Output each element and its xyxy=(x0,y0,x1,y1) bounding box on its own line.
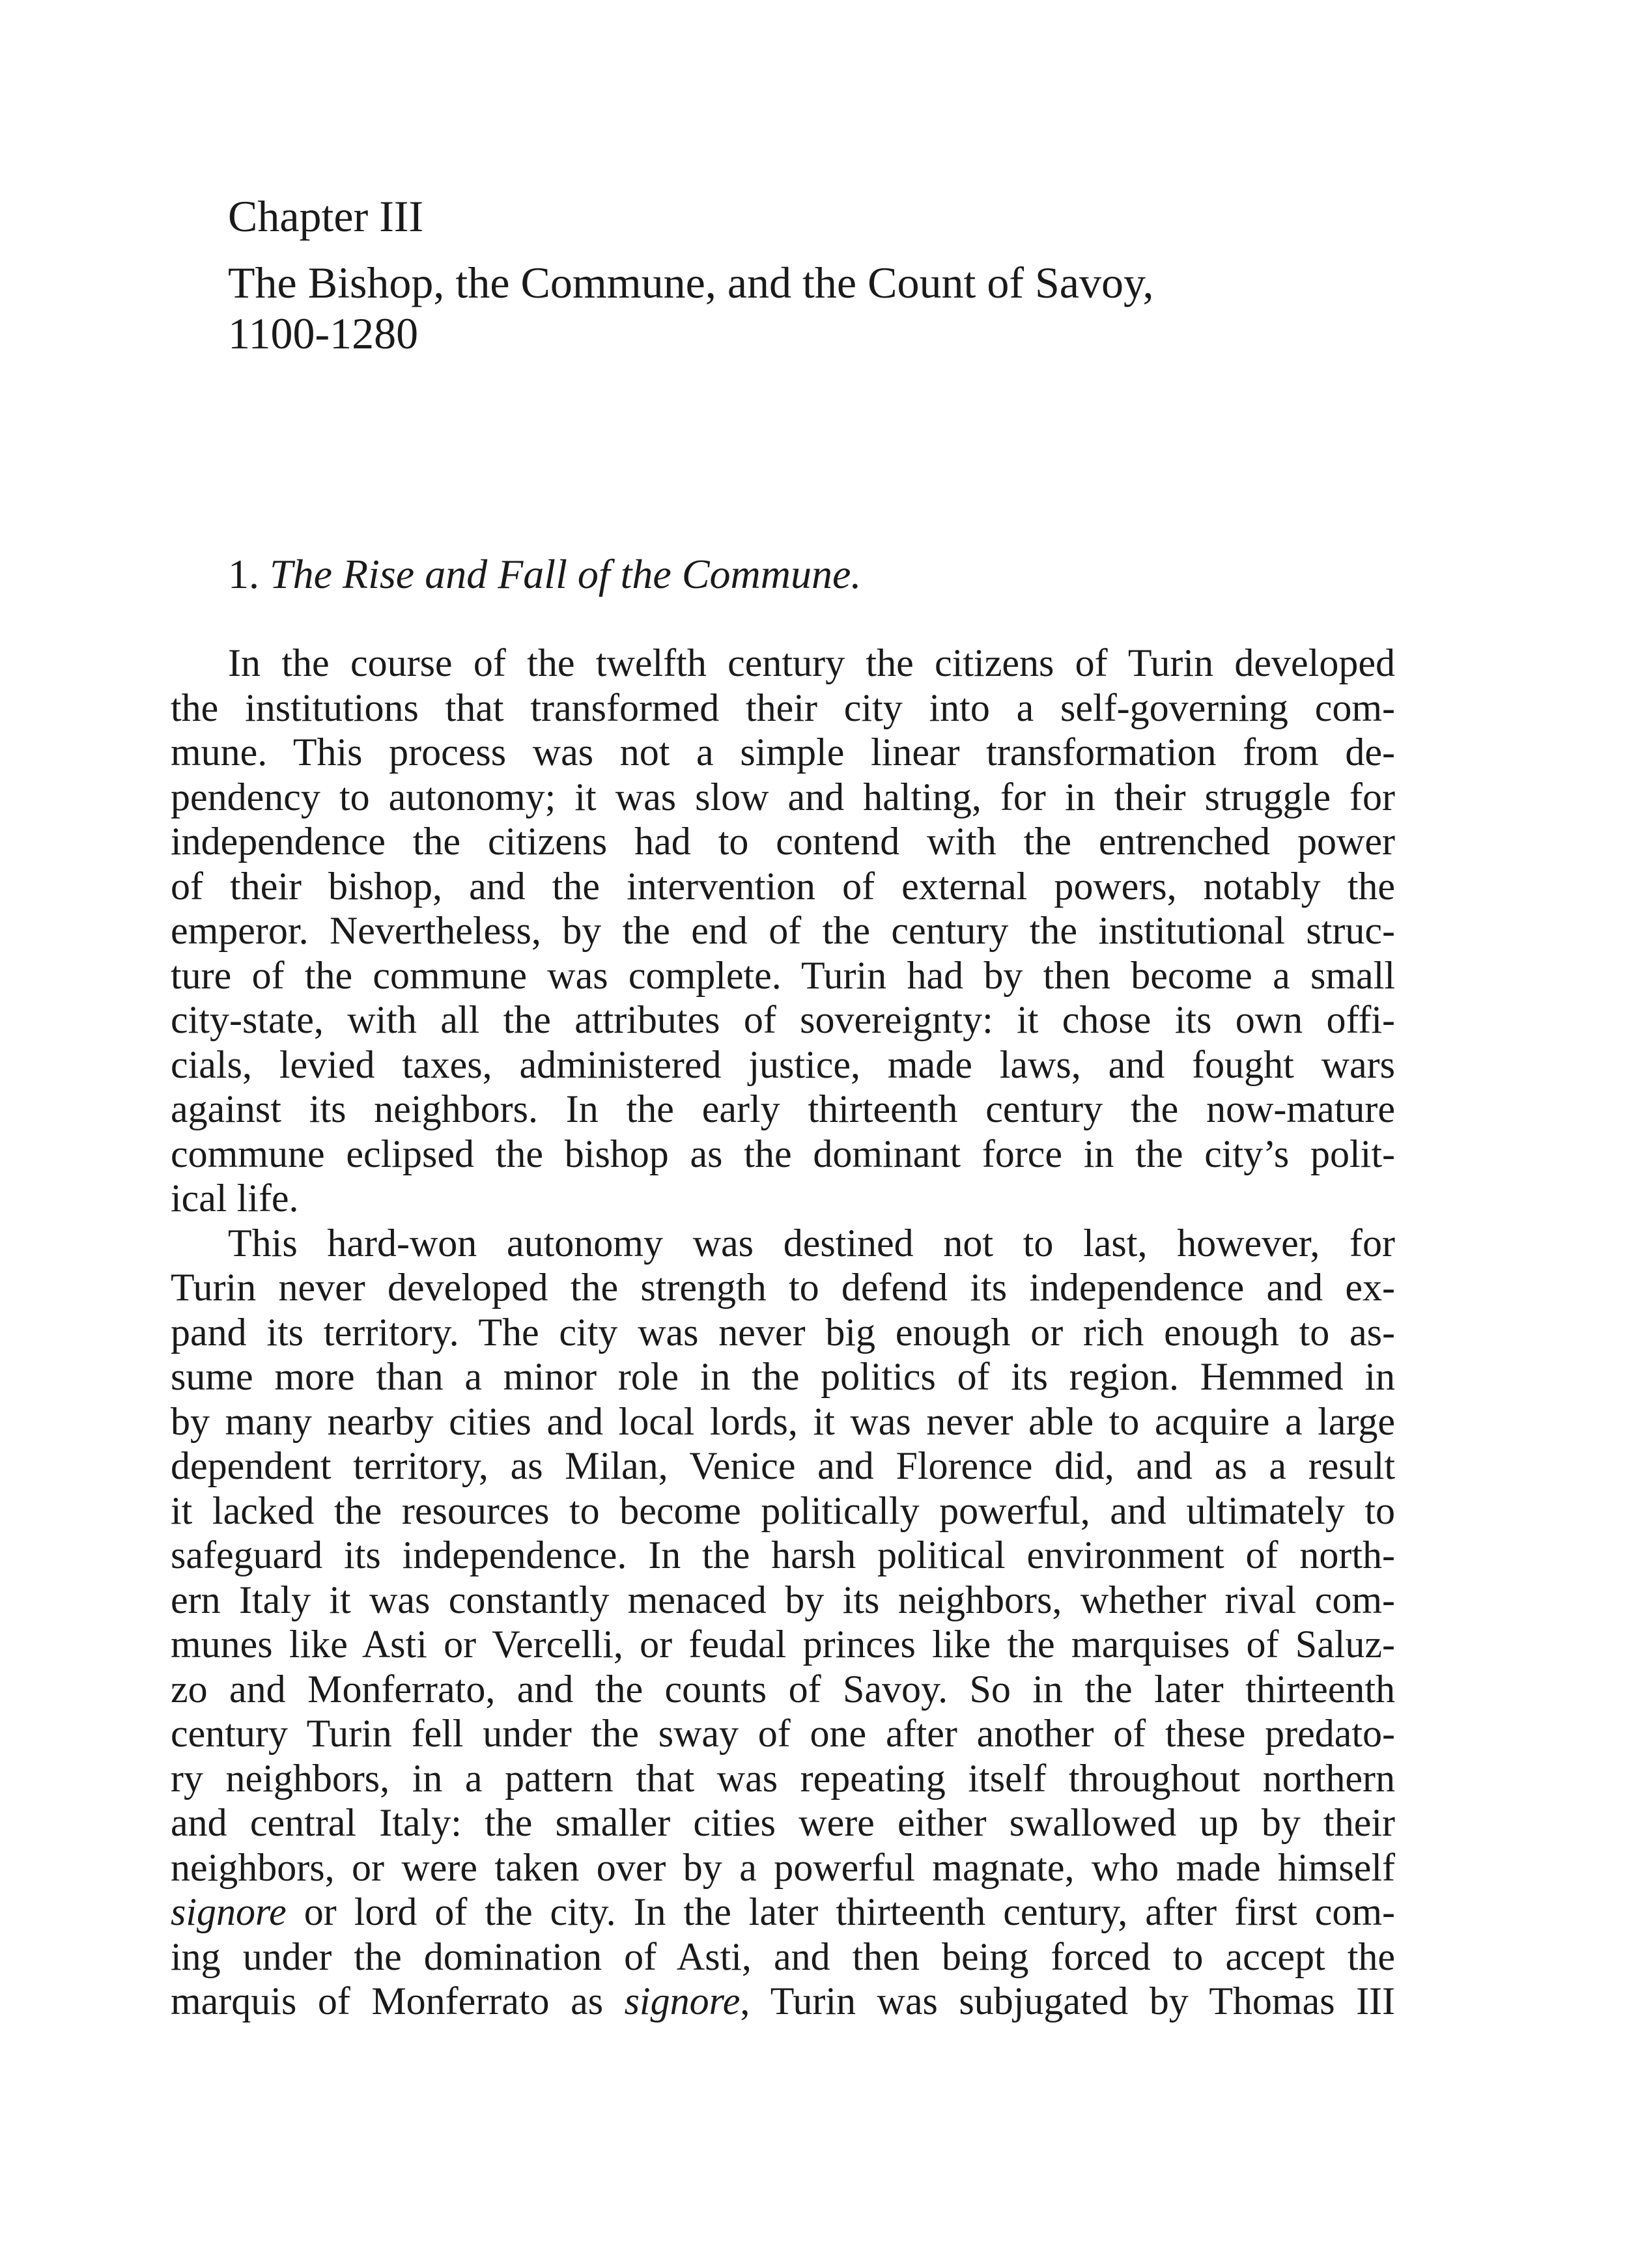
text-line: Turin never developed the strength to defend its independence and ex- xyxy=(171,1266,1395,1309)
text-line: century Turin fell under the sway of one after another of these predato- xyxy=(171,1712,1395,1755)
section-number: 1. xyxy=(228,551,259,597)
text-run: , Turin was subjugated by Thomas III xyxy=(740,1980,1395,2023)
text-line: pand its territory. The city was never big enough or rich enough to as- xyxy=(171,1310,1395,1354)
text-line: by many nearby cities and local lords, it was never able to acquire a large xyxy=(171,1399,1395,1443)
body-text xyxy=(171,641,1395,2024)
text-line: emperor. Nevertheless, by the end of the century the institutional struc- xyxy=(171,909,1395,952)
text-line xyxy=(171,1979,1395,2024)
text-line: This hard-won autonomy was destined not to last, however, for xyxy=(228,1221,1395,1265)
chapter-title xyxy=(228,257,1335,359)
chapter-title-line: The Bishop, the Commune, and the Count of Savoy, xyxy=(228,258,1154,307)
text-line: city-state, with all the attributes of sovereignty: it chose its own offi- xyxy=(171,998,1395,1041)
text-line: sume more than a minor role in the politics of its region. Hemmed in xyxy=(171,1355,1395,1398)
text-line: ture of the commune was complete. Turin had by then become a small xyxy=(171,953,1395,997)
text-line: mune. This process was not a simple linear transformation from de- xyxy=(171,731,1395,774)
text-line: zo and Monferrato, and the counts of Savoy. So in the later thirteenth xyxy=(171,1667,1395,1711)
section-title: The Rise and Fall of the Commune. xyxy=(270,551,862,597)
italic-term: signore xyxy=(624,1980,741,2023)
text-run: or lord of the city. In the later thirteenth century, after first com- xyxy=(286,1890,1395,1933)
text-line: ern Italy it was constantly menaced by its neighbors, whether rival com- xyxy=(171,1578,1395,1621)
text-line: ing under the domination of Asti, and then being forced to accept the xyxy=(171,1935,1395,1978)
text-line: pendency to autonomy; it was slow and halting, for in their struggle for xyxy=(171,775,1395,819)
text-line: of their bishop, and the intervention of external powers, notably the xyxy=(171,864,1395,908)
text-line: neighbors, or were taken over by a powerful magnate, who made himself xyxy=(171,1845,1395,1889)
text-line: ical life. xyxy=(171,1177,299,1220)
text-line xyxy=(171,1890,1395,1935)
text-line: it lacked the resources to become politically powerful, and ultimately to xyxy=(171,1489,1395,1532)
chapter-label: Chapter III xyxy=(228,191,424,241)
text-line: the institutions that transformed their city into a self-governing com- xyxy=(171,686,1395,729)
text-line: munes like Asti or Vercelli, or feudal princes like the marquises of Saluz- xyxy=(171,1623,1395,1666)
text-line: In the course of the twelfth century the citizens of Turin developed xyxy=(228,641,1395,684)
text-line: against its neighbors. In the early thirteenth century the now-mature xyxy=(171,1087,1395,1130)
text-line: commune eclipsed the bishop as the dominant force in the city’s polit- xyxy=(171,1132,1395,1175)
text-line: ry neighbors, in a pattern that was repeating itself throughout northern xyxy=(171,1756,1395,1800)
chapter-title-dates: 1100-1280 xyxy=(228,309,419,358)
italic-term: signore xyxy=(171,1890,287,1933)
text-line: and central Italy: the smaller cities were either swallowed up by their xyxy=(171,1801,1395,1844)
text-line: safeguard its independence. In the harsh political environment of north- xyxy=(171,1533,1395,1576)
section-heading xyxy=(228,548,861,600)
text-run: marquis of Monferrato as xyxy=(171,1980,625,2023)
text-line: cials, levied taxes, administered justice, made laws, and fought wars xyxy=(171,1043,1395,1086)
text-line: independence the citizens had to contend with the entrenched power xyxy=(171,820,1395,863)
text-line: dependent territory, as Milan, Venice and Florence did, and as a result xyxy=(171,1444,1395,1487)
